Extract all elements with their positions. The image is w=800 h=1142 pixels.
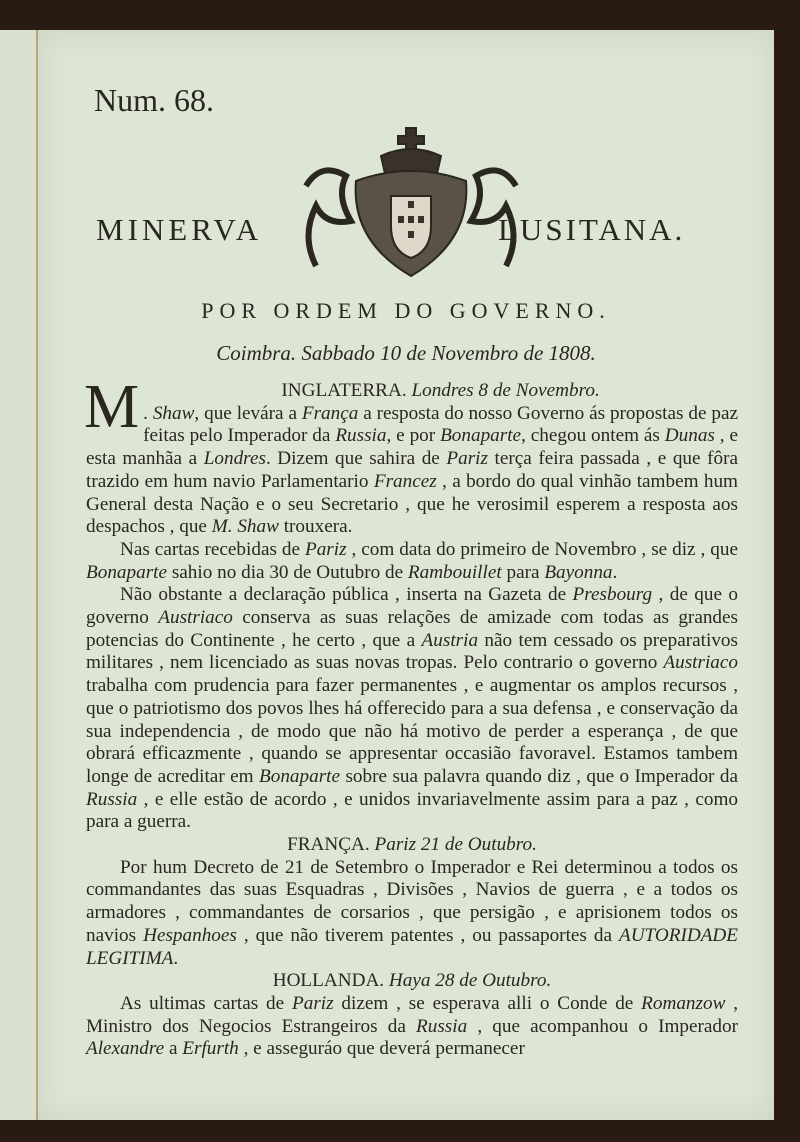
italic-run: Erfurth (182, 1038, 239, 1060)
text-run: Por hum Decreto de 21 de Setembro o Imperador e Rei determinou a todos os commandantes das suas Esquadras , Divisões , Navios de guerra , e a todos os armadores , commandantes de corsarios , que persigão , e aprisionem todos os navios (86, 856, 738, 946)
text-run: não tem cessado os preparativos militares , nem licenciado as suas novas tropas. Pelo contrario o governo (86, 629, 738, 674)
text-run: , e elle estão de acordo , e unidos invariavelmente assim para a paz , como para a guerra. (86, 788, 738, 833)
italic-run: Pariz (304, 538, 347, 560)
text-run: , com data do primeiro de Novembro , se diz , que (346, 538, 738, 560)
italic-run: Austriaco (663, 652, 738, 674)
italic-run: Londres (203, 448, 266, 470)
italic-run: Pariz (446, 448, 488, 470)
text-run: , e esta manhãa a (86, 425, 738, 470)
italic-run: Romanzow (641, 992, 726, 1014)
text-run: sahio no dia 30 de Outubro de (167, 561, 408, 583)
paragraph (86, 857, 738, 971)
italic-run: Bonaparte (440, 425, 522, 447)
italic-run: Presbourg (572, 584, 653, 606)
text-run: conserva as suas relações de amizade com todas as grandes potencias do Continente , he certo , que a (86, 607, 739, 651)
section-heading-franca: FRANÇA. Pariz 21 de Outubro. (287, 834, 537, 856)
text-run: Nas cartas recebidas de (120, 538, 305, 560)
text-run: , chegou ontem ás (521, 425, 665, 447)
paragraph (86, 993, 738, 1061)
text-run: . Dizem que sahira de (265, 448, 447, 470)
subtitle: POR ORDEM DO GOVERNO. (201, 298, 611, 323)
italic-run: Bonaparte (86, 561, 168, 583)
text-run: , que levára a (194, 402, 302, 424)
text-run: , que acompanhou o Imperador (467, 1015, 738, 1037)
text-run: , a bordo do qual vinhão tambem hum General desta Nação e o seu Secretario , que he verosimil esperem a resposta aos despachos , que (86, 470, 738, 538)
drop-cap: M (84, 373, 140, 441)
section-heading-hollanda: HOLLANDA. Haya 28 de Outubro. (272, 970, 552, 992)
text-run: . (173, 947, 179, 969)
paragraph (86, 584, 738, 834)
italic-run: Russia (335, 425, 387, 447)
italic-run: Pariz (292, 992, 334, 1014)
text-run: a (164, 1038, 183, 1060)
dateline: Coimbra. Sabbado 10 de Novembro de 1808. (216, 341, 596, 365)
coat-of-arms-icon (296, 126, 526, 286)
article-body (84, 373, 739, 1061)
italic-run: Rambouillet (407, 561, 502, 583)
text-run: , e asseguráo que deverá permanecer (238, 1038, 525, 1060)
text-run: terça feira passada , e que fôra trazido em hum navio Parlamentario (86, 448, 738, 492)
italic-run: Dunas (664, 425, 715, 447)
section-heading-inglaterra: M INGLATERRA. Londres 8 de Novembro. (84, 373, 600, 441)
italic-run: Austriaco (158, 607, 233, 629)
text-run: trabalha com prudencia para fazer permanentes , e augmentar os amplos recursos , que o patriotismo dos povos lhes há offerecido para a sua defensa , e conservação da sua independencia , de modo que não há motivo de perder a esperança , de que obrará efficazmente , quando se appresentar occasião favoravel. Estamos tambem longe de acreditar em (86, 675, 738, 787)
italic-run: Bonaparte (259, 765, 341, 787)
text-run: Não obstante a declaração pública , inserta na Gazeta de (120, 584, 573, 606)
text-run: , de que o governo (86, 584, 738, 629)
issue-number: Num. 68. (94, 82, 214, 118)
italic-run: Russia (86, 788, 138, 810)
italic-run: Shaw (152, 402, 195, 424)
text-run: para (501, 561, 545, 583)
italic-run: AUTORIDADE LEGITIMA (86, 924, 738, 969)
text-run: , que não tiverem patentes , ou passaportes da (236, 924, 619, 946)
facing-page-edge (0, 30, 38, 1120)
italic-run: Russia (416, 1015, 468, 1037)
italic-run: M. Shaw (211, 516, 279, 538)
text-run: , Ministro dos Negocios Estrangeiros da (86, 992, 739, 1037)
paragraph (86, 539, 738, 584)
text-run: trouxera. (278, 516, 353, 538)
text-run: a resposta do nosso Governo ás propostas de paz feitas pelo Imperador da (143, 402, 738, 447)
italic-run: Bayonna (544, 561, 613, 583)
text-run: . (612, 561, 618, 583)
text-run: dizem , se esperava alli o Conde de (333, 992, 642, 1014)
text-run: , e por (386, 425, 441, 447)
italic-run: Hespanhoes (143, 924, 237, 946)
paragraph (86, 403, 738, 539)
text-run: . (143, 402, 153, 424)
text-run: sobre sua palavra quando diz , que o Imperador da (340, 765, 738, 787)
italic-run: França (301, 402, 359, 424)
newspaper-page (38, 30, 774, 1120)
italic-run: Alexandre (86, 1038, 165, 1060)
title-minerva: MINERVA (96, 212, 263, 247)
text-run: As ultimas cartas de (120, 992, 292, 1014)
italic-run: Francez (373, 470, 437, 492)
title-lusitana: LUSITANA. (498, 212, 686, 247)
italic-run: Austria (421, 629, 479, 651)
